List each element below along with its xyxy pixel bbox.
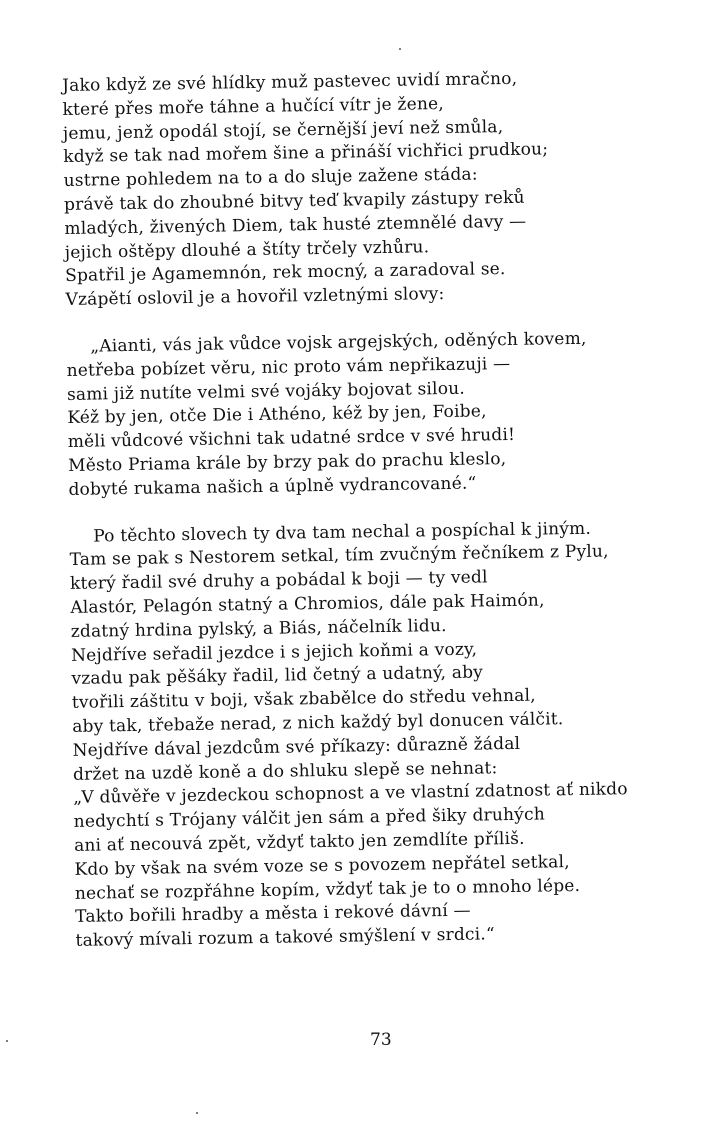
verse-line: jejich oštěpy dlouhé a štíty trčely vzhůru. [64,236,430,263]
verse-line: ustrne pohledem na to a do sluje zažene stáda: [63,164,478,192]
verse-line: nechať se rozpřáhne kopím, vždyť tak je to o mnoho lépe. [74,875,581,904]
verse-line: který řadil své druhy a pobádal k boji — ty vedl [69,567,488,595]
verse-line: Nejdříve seřadil jezdce i s jejich koňmi a vozy, [70,639,478,666]
stanza-1 [62,65,706,313]
verse-line: nedychtí s Trójany válčit jen sám a před šiky druhých [73,804,546,833]
verse-line: ani ať necouvá zpět, vždyť takto jen zemdlíte příliš. [73,828,525,856]
verse-line: Spatřil je Agamemnón, rek mocný, a zaradoval se. [65,259,506,287]
verse-line: Takto bořili hradby a města i rekové dávní — [75,900,471,928]
print-speck [399,48,401,50]
print-speck [6,1040,8,1042]
verse-line: vzadu pak pěšáky řadil, lid četný a udatný, aby [71,662,484,690]
verse-line: které přes moře táhne a hučící vítr je žene, [62,93,445,120]
verse-line: „V důvěře v jezdeckou schopnost a ve vlastní zdatnost ať nikdo [73,779,628,809]
verse-line: měli vůdcové všichni tak udatné srdce v své hrudi! [67,425,516,453]
verse-line: Město Priama krále by brzy pak do prachu kleslo, [67,449,507,476]
stanza-2 [66,326,709,503]
verse-line: zdatný hrdina pylský, a Biás, náčelník lidu. [70,615,447,642]
verse-line: Alastór, Pelagón statný a Chromios, dále pak Haimón, [70,590,545,618]
verse-line: Jako když ze své hlídky muž pastevec uvidí mračno, [62,68,518,96]
poem-text [62,65,716,954]
verse-line: držet na uzdě koně a do shluku slepě se nehnat: [72,757,498,785]
page-number: 73 [370,1030,392,1050]
verse-line: jemu, jenž opodál stojí, se černější jeví než smůla, [62,116,504,144]
print-speck [196,1112,198,1114]
verse-line: dobyté rukama našich a úplně vydrancované.“ [68,473,477,500]
verse-line: netřeba pobízet věru, nic proto vám nepřikazuji — [66,353,511,381]
verse-line: mladých, živených Diem, tak husté ztemnělé davy — [64,211,527,239]
verse-line: když se tak nad mořem šine a přináší vichřici prudkou; [63,139,549,168]
verse-line: Kéž by jen, otče Die i Athéno, kéž by jen, Foibe, [67,401,487,429]
verse-line: Vzápětí oslovil je a hovořil vzletnými slovy: [65,284,445,311]
verse-line: sami již nutíte velmi své vojáky bojovat silou. [66,378,466,405]
verse-line: tvořili záštitu v boji, však zbabělce do středu vehnal, [71,685,536,714]
verse-line: Nejdříve dával jezdcům své příkazy: důrazně žádal [72,733,521,761]
verse-line: Po těchto slovech ty dva tam nechal a pospíchal k jiným. [93,518,592,547]
verse-line: aby tak, třebaže nerad, z nich každý byl donucen válčit. [72,709,564,737]
verse-line: právě tak do zhoubné bitvy teď kvapily zástupy reků [63,187,525,215]
verse-line: „Aianti, vás jak vůdce vojsk argejských, oděných kovem, [90,328,587,357]
verse-line: takový mívali rozum a takové smýšlení v srdci.“ [75,924,495,951]
stanza-3 [69,515,716,953]
verse-line: Kdo by však na svém voze se s povozem nepřátel setkal, [74,851,570,880]
verse-line: Tam se pak s Nestorem setkal, tím zvučným řečníkem z Pylu, [69,541,609,571]
